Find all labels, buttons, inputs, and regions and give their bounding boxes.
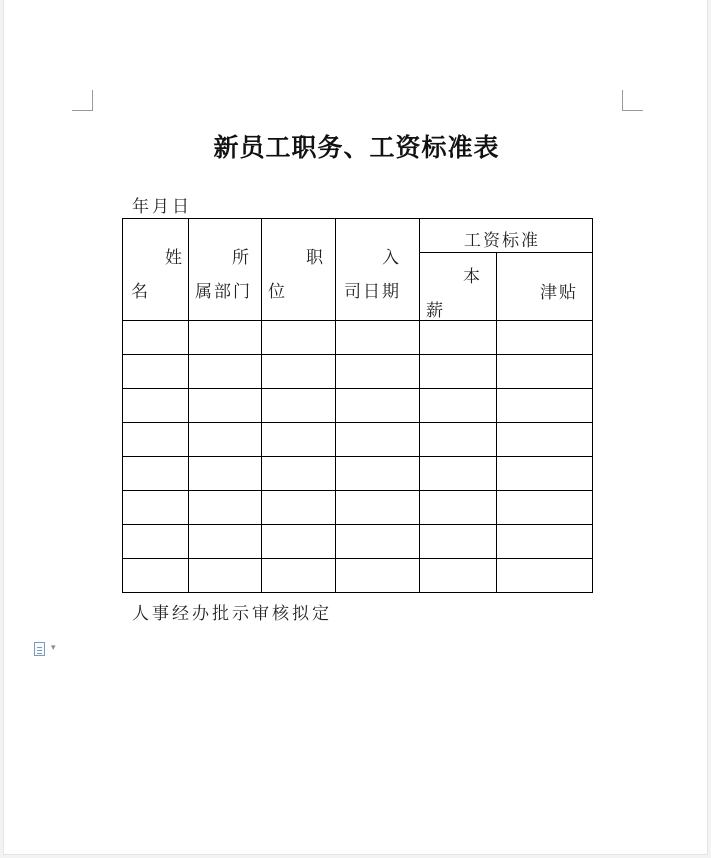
table-cell[interactable] xyxy=(262,525,336,559)
date-line: 年月日 xyxy=(132,197,192,217)
document-title: 新员工职务、工资标准表 xyxy=(213,133,500,162)
table-row xyxy=(123,389,593,423)
table-cell[interactable] xyxy=(189,491,262,525)
header-name-part2: 名 xyxy=(131,282,150,302)
table-cell[interactable] xyxy=(123,457,189,491)
table-row xyxy=(123,491,593,525)
header-position-part2: 位 xyxy=(268,282,287,302)
table-cell[interactable] xyxy=(123,423,189,457)
table-cell[interactable] xyxy=(420,525,497,559)
table-cell[interactable] xyxy=(123,389,189,423)
table-cell[interactable] xyxy=(262,457,336,491)
approval-line: 人事经办批示审核拟定 xyxy=(132,604,332,624)
table-cell[interactable] xyxy=(420,457,497,491)
table-cell[interactable] xyxy=(336,559,420,593)
table-cell[interactable] xyxy=(262,355,336,389)
table-cell[interactable] xyxy=(336,423,420,457)
table-cell[interactable] xyxy=(262,321,336,355)
header-base-part1: 本 xyxy=(463,267,482,287)
table-cell[interactable] xyxy=(497,559,593,593)
caret-down-icon[interactable]: ▾ xyxy=(51,643,56,653)
table-cell[interactable] xyxy=(189,389,262,423)
table-cell[interactable] xyxy=(336,525,420,559)
table-row xyxy=(123,457,593,491)
header-salary-standard xyxy=(420,219,593,253)
header-entry-part2: 司日期 xyxy=(344,282,401,302)
table-cell[interactable] xyxy=(189,525,262,559)
table-cell[interactable] xyxy=(189,559,262,593)
table-cell[interactable] xyxy=(420,355,497,389)
table-cell[interactable] xyxy=(123,355,189,389)
header-base-part2: 薪 xyxy=(426,301,445,321)
salary-table xyxy=(122,218,593,593)
table-cell[interactable] xyxy=(497,491,593,525)
table-cell[interactable] xyxy=(497,457,593,491)
table-cell[interactable] xyxy=(189,423,262,457)
table-cell[interactable] xyxy=(336,389,420,423)
document-page xyxy=(3,0,708,855)
table-cell[interactable] xyxy=(336,321,420,355)
header-dept-part1: 所 xyxy=(232,248,251,268)
header-position xyxy=(262,219,336,321)
header-name-part1: 姓 xyxy=(165,248,184,268)
table-cell[interactable] xyxy=(123,491,189,525)
table-row xyxy=(123,559,593,593)
table-cell[interactable] xyxy=(420,423,497,457)
header-entry-part1: 入 xyxy=(382,248,401,268)
header-salary-label: 工资标准 xyxy=(464,231,540,251)
table-cell[interactable] xyxy=(123,525,189,559)
header-entry-date xyxy=(336,219,420,321)
table-cell[interactable] xyxy=(497,321,593,355)
table-cell[interactable] xyxy=(420,321,497,355)
table-cell[interactable] xyxy=(336,491,420,525)
table-row xyxy=(123,423,593,457)
document-icon[interactable] xyxy=(34,642,45,656)
table-cell[interactable] xyxy=(189,457,262,491)
header-allowance xyxy=(497,253,593,321)
table-cell[interactable] xyxy=(123,559,189,593)
header-dept-part2: 属部门 xyxy=(195,282,252,302)
table-cell[interactable] xyxy=(420,491,497,525)
table-cell[interactable] xyxy=(262,423,336,457)
table-cell[interactable] xyxy=(189,355,262,389)
table-cell[interactable] xyxy=(497,355,593,389)
table-body xyxy=(123,321,593,593)
margin-corner-top-right xyxy=(622,90,643,111)
table-cell[interactable] xyxy=(497,525,593,559)
table-cell[interactable] xyxy=(262,389,336,423)
table-cell[interactable] xyxy=(420,559,497,593)
header-name xyxy=(123,219,189,321)
table-row xyxy=(123,355,593,389)
header-position-part1: 职 xyxy=(306,248,325,268)
table-cell[interactable] xyxy=(262,559,336,593)
table-cell[interactable] xyxy=(336,355,420,389)
table-row xyxy=(123,525,593,559)
table-row xyxy=(123,321,593,355)
table-cell[interactable] xyxy=(420,389,497,423)
margin-corner-top-left xyxy=(72,90,93,111)
table-cell[interactable] xyxy=(497,389,593,423)
table-cell[interactable] xyxy=(497,423,593,457)
table-cell[interactable] xyxy=(123,321,189,355)
header-department xyxy=(189,219,262,321)
header-allowance-label: 津贴 xyxy=(540,283,578,303)
header-base-salary xyxy=(420,253,497,321)
table-cell[interactable] xyxy=(262,491,336,525)
table-cell[interactable] xyxy=(336,457,420,491)
table-cell[interactable] xyxy=(189,321,262,355)
